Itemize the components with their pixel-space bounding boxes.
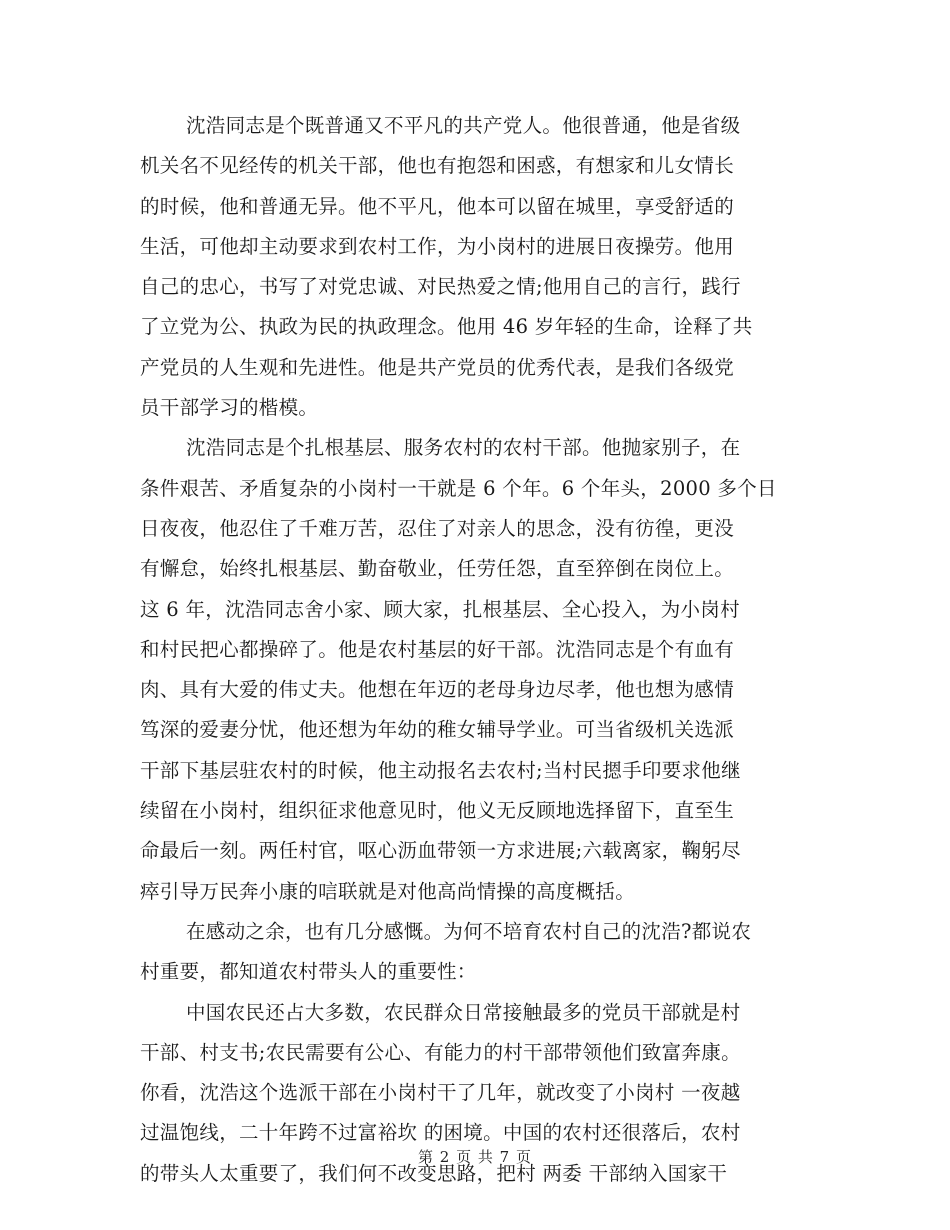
text-line: 了立党为公、执政为民的执政理念。他用 46 岁年轻的生命，诠释了共 bbox=[140, 315, 753, 339]
text-line: 这 6 年，沈浩同志舍小家、顾大家，扎根基层、全心投入，为小岗村 bbox=[140, 597, 740, 621]
text-line: 过温饱线，二十年跨不过富裕坎 的困境。中国的农村还很落后，农村 bbox=[140, 1121, 741, 1145]
text-line: 沈浩同志是个既普通又不平凡的共产党人。他很普通，他是省级 bbox=[186, 114, 741, 137]
text-line: 有懈怠，始终扎根基层、勤奋敬业，任劳任怨，直至猝倒在岗位上。 bbox=[140, 557, 735, 581]
text-line: 你看，沈浩这个选派干部在小岗村干了几年，就改变了小岗村 一夜越 bbox=[140, 1081, 741, 1105]
text-line: 日夜夜，他忍住了千难万苦，忍住了对亲人的思念，没有彷徨，更没 bbox=[140, 516, 735, 540]
text-line: 肉、具有大爱的伟丈夫。他想在年迈的老母身边尽孝，他也想为感情 bbox=[140, 678, 735, 702]
text-line: 村重要，都知道农村带头人的重要性： bbox=[140, 960, 477, 984]
text-line: 续留在小岗村，组织征求他意见时，他义无反顾地选择留下，直至生 bbox=[140, 799, 735, 823]
text-line: 瘁引导万民奔小康的唁联就是对他高尚情操的高度概括。 bbox=[140, 879, 636, 903]
text-line: 中国农民还占大多数，农民群众日常接触最多的党员干部就是村 bbox=[186, 1000, 741, 1024]
text-line: 的带头人太重要了，我们何不改变思路，把村 两委 干部纳入国家干 bbox=[140, 1161, 728, 1185]
text-line: 的时候，他和普通无异。他不平凡，他本可以留在城里，享受舒适的 bbox=[140, 194, 735, 218]
text-line: 干部下基层驻农村的时候，他主动报名去农村;当村民摁手印要求他继 bbox=[140, 758, 741, 782]
text-line: 员干部学习的楷模。 bbox=[140, 396, 319, 420]
body-text bbox=[140, 106, 810, 1194]
text-line: 自己的忠心，书写了对党忠诚、对民热爱之情;他用自己的言行，践行 bbox=[140, 275, 741, 299]
text-line: 机关名不见经传的机关干部，他也有抱怨和困惑，有想家和儿女情长 bbox=[140, 154, 735, 178]
text-line: 在感动之余，也有几分感慨。为何不培育农村自己的沈浩?都说农 bbox=[186, 919, 752, 943]
text-line: 命最后一刻。两任村官，呕心沥血带领一方求进展;六载离家，鞠躬尽 bbox=[140, 839, 741, 863]
text-line: 干部、村支书;农民需要有公心、有能力的村干部带领他们致富奔康。 bbox=[140, 1040, 741, 1064]
page-footer: 第 2 页 共 7 页 bbox=[418, 1148, 532, 1166]
text-line: 生活，可他却主动要求到农村工作，为小岗村的进展日夜操劳。他用 bbox=[140, 234, 735, 258]
text-line: 产党员的人生观和先进性。他是共产党员的优秀代表，是我们各级党 bbox=[140, 355, 735, 379]
text-line: 条件艰苦、矛盾复杂的小岗村一干就是 6 个年。6 个年头，2000 多个日 bbox=[140, 476, 777, 500]
text-line: 沈浩同志是个扎根基层、服务农村的农村干部。他抛家别子，在 bbox=[186, 436, 741, 460]
text-line: 笃深的爱妻分忧，他还想为年幼的稚女辅导学业。可当省级机关选派 bbox=[140, 718, 735, 742]
text-line: 和村民把心都操碎了。他是农村基层的好干部。沈浩同志是个有血有 bbox=[140, 637, 735, 661]
